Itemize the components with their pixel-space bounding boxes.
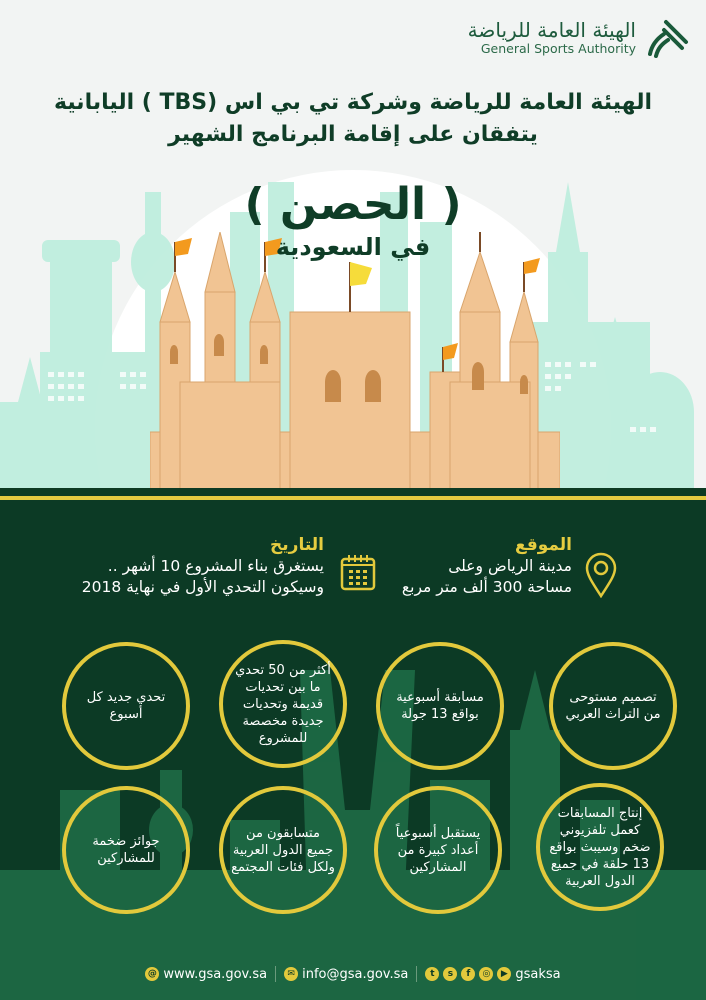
website-text: www.gsa.gov.sa [163, 966, 268, 982]
map-pin-icon [584, 552, 618, 598]
feature-circle-new-challenge: تحدي جديد كل أسبوع [62, 642, 190, 770]
social-links [425, 967, 560, 982]
details-section [0, 500, 706, 1000]
feature-circle-tv-production: إنتاج المسابقات كعمل تلفزيوني ضخم وسيبث بواقع 13 حلقة في جميع الدول العربية [536, 783, 664, 911]
feature-circle-weekly-participants: يستقبل أسبوعياً أعداد كبيرة من المشاركين [374, 786, 502, 914]
date-title: التاريخ [270, 535, 324, 555]
date-line-2: وسيكون التحدي الأول في نهاية 2018 [81, 578, 324, 596]
logo-arabic-text: الهيئة العامة للرياضة [467, 18, 636, 42]
location-line-2: مساحة 300 ألف متر مربع [401, 578, 572, 596]
headline-line-4: في السعودية [275, 233, 431, 261]
feature-circle-weekly-contest: مسابقة أسبوعية بواقع 13 جولة [376, 642, 504, 770]
date-info [82, 534, 324, 598]
youtube-icon[interactable]: ▶ [497, 967, 511, 981]
footer-contacts [0, 966, 706, 982]
feature-circle-arab-contestants: متسابقون من جميع الدول العربية ولكل فئات المجتمع [219, 786, 347, 914]
hero-section [0, 0, 706, 492]
calendar-icon [340, 553, 376, 591]
website-link[interactable] [145, 967, 267, 982]
facebook-icon[interactable]: f [461, 967, 475, 981]
footer-separator [275, 966, 276, 982]
program-name: ( الحصن ) [244, 179, 462, 230]
email-text: info@gsa.gov.sa [302, 966, 409, 982]
snapchat-icon[interactable]: s [443, 967, 457, 981]
sand-castle-illustration [150, 232, 560, 492]
gsa-logo[interactable] [468, 18, 690, 58]
email-icon: ✉ [284, 967, 298, 981]
location-info [402, 534, 572, 598]
gsa-chevron-logo-icon [646, 18, 690, 58]
location-title: الموقع [514, 535, 572, 555]
email-link[interactable] [284, 967, 408, 982]
location-line-1: مدينة الرياض وعلى [448, 557, 572, 575]
feature-circle-50-challenges: أكثر من 50 تحدي ما بين تحديات قديمة وتحديات جديدة مخصصة للمشروع [219, 640, 347, 768]
date-line-1: يستغرق بناء المشروع 10 أشهر .. [107, 557, 324, 575]
globe-icon: @ [145, 967, 159, 981]
feature-circle-heritage-design: تصميم مستوحى من التراث العربي [549, 642, 677, 770]
headline-line-2: يتفقان على إقامة البرنامج الشهير [168, 122, 538, 147]
footer-separator [416, 966, 417, 982]
headline-line-1: الهيئة العامة للرياضة وشركة تي بي اس (TBS ) اليابانية [53, 90, 652, 115]
feature-circle-big-prizes: جوائز ضخمة للمشاركين [62, 786, 190, 914]
logo-english-text: General Sports Authority [480, 41, 636, 56]
twitter-icon[interactable]: t [425, 967, 439, 981]
social-handle[interactable]: gsaksa [515, 966, 561, 982]
section-divider [0, 488, 706, 496]
instagram-icon[interactable]: ◎ [479, 967, 493, 981]
